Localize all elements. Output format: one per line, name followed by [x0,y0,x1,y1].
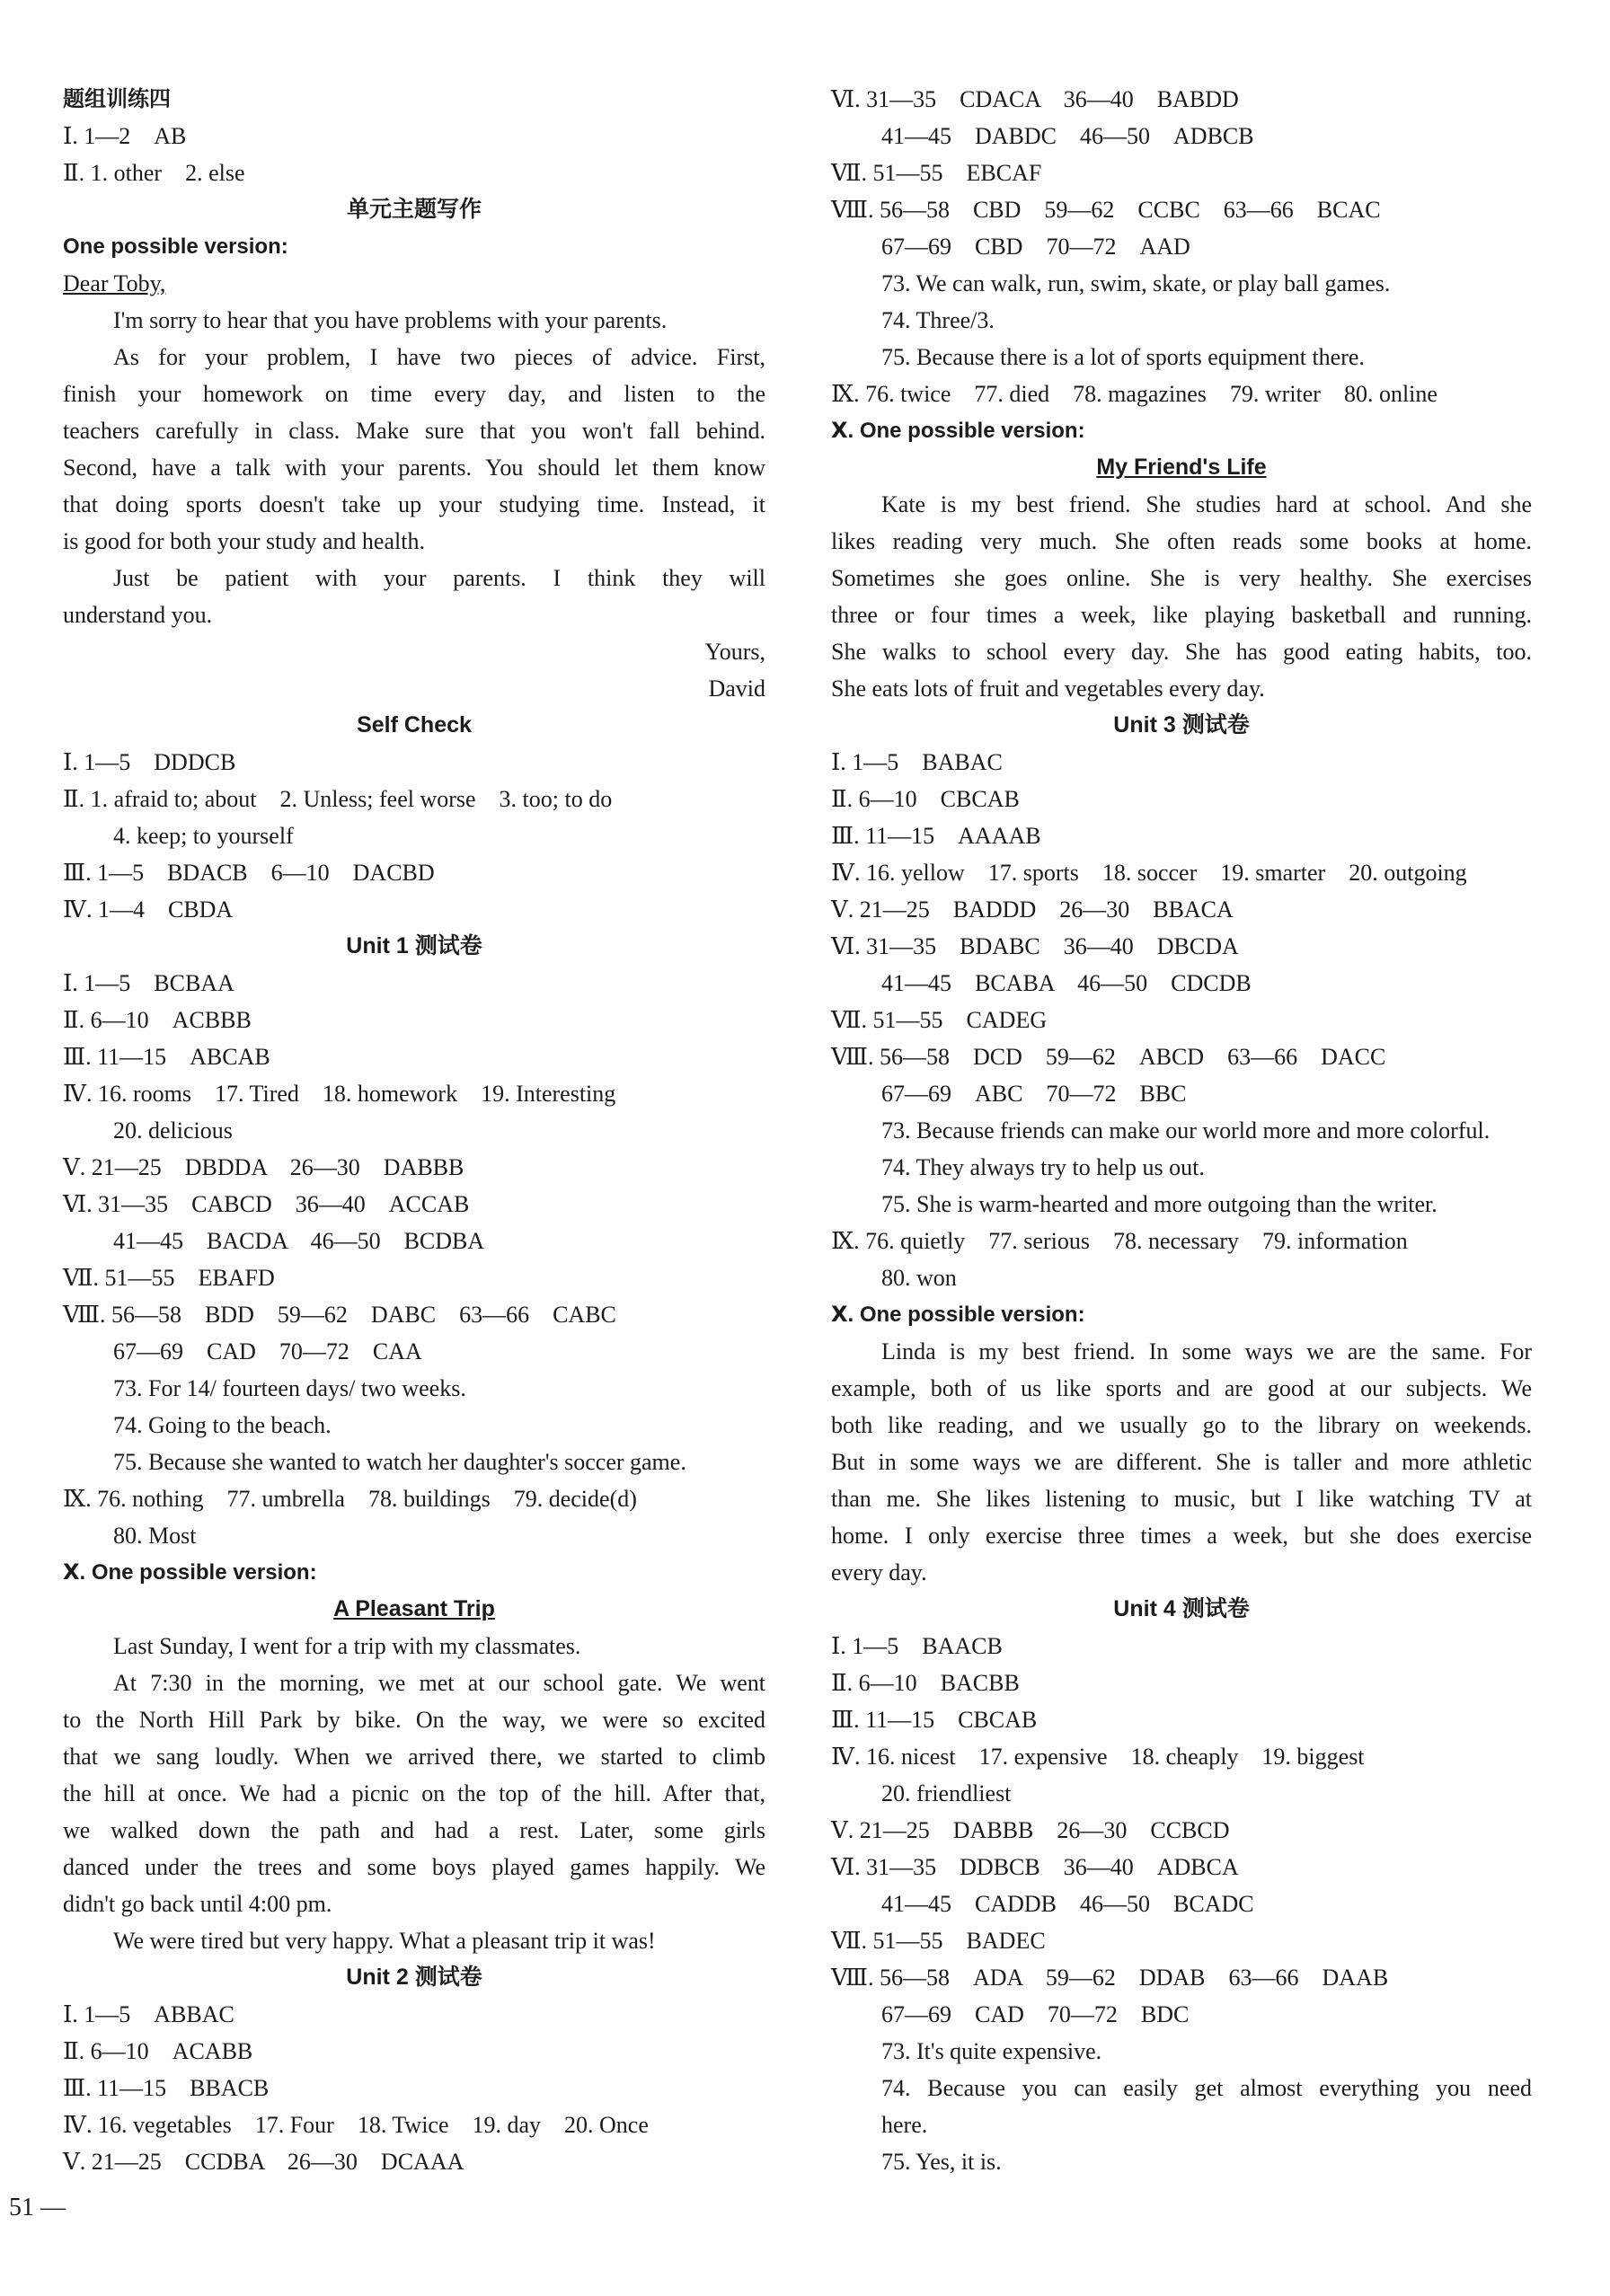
text-line: home. I only exercise three times a week, but she does exercise [831,1523,1532,1549]
text-line: 41—45 CADDB 46—50 BCADC [881,1891,1254,1917]
text-line: Ⅳ. 1—4 CBDA [63,896,234,923]
text-line: the hill at once. We had a picnic on the top of the hill. After that, [63,1780,765,1806]
text-line: didn't go back until 4:00 pm. [63,1891,332,1917]
text-line: Ⅸ. 76. quietly 77. serious 78. necessary 79. information [831,1228,1408,1254]
text-line: every day. [831,1559,927,1585]
text-line: Ⅱ. 6—10 BACBB [831,1670,1020,1696]
text-line: Ⅰ. 1—5 BCBAA [63,970,234,996]
text-line: Ⅱ. 6—10 ACABB [63,2038,253,2064]
text-line: Ⅲ. 11—15 AAAAB [831,823,1041,849]
text-line: Ⅱ. 6—10 ACBBB [63,1007,252,1033]
text-line: Ⅶ. 51—55 EBAFD [63,1265,275,1291]
text-line: Sometimes she goes online. She is very healthy. She exercises [831,565,1532,591]
text-line: 75. Yes, it is. [881,2149,1002,2175]
text-line: Ⅴ. 21—25 DABBB 26—30 CCBCD [831,1817,1230,1843]
left-column [63,81,765,2180]
text-line: Last Sunday, I went for a trip with my classmates. [113,1633,581,1659]
text-line: teachers carefully in class. Make sure that you won't fall behind. [63,418,765,444]
text-line: Self Check [357,712,472,737]
text-line: Ⅴ. 21—25 DBDDA 26—30 DABBB [63,1154,464,1180]
text-line: than me. She likes listening to music, but I like watching TV at [831,1486,1532,1512]
text-line: One possible version: [63,234,288,259]
text-line: 75. She is warm-hearted and more outgoing than the writer. [881,1191,1438,1217]
text-line: 67—69 CBD 70—72 AAD [881,234,1190,260]
text-line: Ⅰ. 1—5 BAACB [831,1633,1003,1659]
text-line: 41—45 BCABA 46—50 CDCDB [881,970,1252,996]
text-line: Ⅰ. 1—2 AB [63,123,187,149]
text-line: Ⅶ. 51—55 EBCAF [831,160,1042,186]
text-line: 67—69 CAD 70—72 CAA [113,1338,422,1364]
text-line: My Friend's Life [1096,455,1267,480]
text-line: Ⅳ. 16. yellow 17. sports 18. soccer 19. smarter 20. outgoing [831,860,1467,886]
text-line: Ⅷ. 56—58 ADA 59—62 DDAB 63—66 DAAB [831,1965,1389,1991]
text-line: Ⅲ. 1—5 BDACB 6—10 DACBD [63,860,435,886]
text-line: She eats lots of fruit and vegetables every day. [831,676,1265,702]
text-line: 73. It's quite expensive. [881,2038,1102,2064]
text-line: to the North Hill Park by bike. On the way, we were so excited [63,1707,765,1733]
text-line: Ⅶ. 51—55 CADEG [831,1007,1048,1033]
text-line: likes reading very much. She often reads some books at home. [831,528,1532,554]
text-line: example, both of us like sports and are good at our subjects. We [831,1375,1532,1401]
text-line: Ⅷ. 56—58 DCD 59—62 ABCD 63—66 DACC [831,1044,1386,1070]
text-line: Unit 3 测试卷 [1113,712,1250,737]
text-line: As for your problem, I have two pieces of advice. First, [113,344,765,370]
text-line: Ⅷ. 56—58 BDD 59—62 DABC 63—66 CABC [63,1302,616,1328]
text-line: Ⅵ. 31—35 CABCD 36—40 ACCAB [63,1191,470,1217]
text-line: Ⅳ. 16. vegetables 17. Four 18. Twice 19. day 20. Once [63,2112,649,2138]
text-line: Unit 2 测试卷 [346,1965,482,1990]
text-line: 73. Because friends can make our world more and more colorful. [881,1117,1491,1144]
text-line: 单元主题写作 [346,197,482,222]
text-line: is good for both your study and health. [63,528,425,554]
text-line: Ⅳ. 16. nicest 17. expensive 18. cheaply 19. biggest [831,1744,1365,1770]
text-line: Ⅰ. 1—5 BABAC [831,749,1003,775]
text-line: 75. Because she wanted to watch her daughter's soccer game. [113,1449,686,1475]
text-line: Ⅶ. 51—55 BADEC [831,1928,1046,1954]
text-line: Ⅵ. 31—35 CDACA 36—40 BABDD [831,86,1239,112]
right-column [831,81,1532,2180]
text-line: 75. Because there is a lot of sports equipment there. [881,344,1365,370]
text-line: finish your homework on time every day, and listen to the [63,381,765,407]
text-line: that we sang loudly. When we arrived there, we started to climb [63,1744,765,1770]
page-number: 51 — [9,2194,66,2221]
text-line: Ⅴ. 21—25 BADDD 26—30 BBACA [831,896,1234,923]
text-line: 67—69 ABC 70—72 BBC [881,1081,1187,1107]
text-line: we walked down the path and had a rest. Later, some girls [63,1817,765,1843]
text-line: 41—45 BACDA 46—50 BCDBA [113,1228,485,1254]
text-line: Ⅰ. 1—5 DDDCB [63,749,236,775]
text-line: Ⅱ. 1. afraid to; about 2. Unless; feel worse 3. too; to do [63,786,613,812]
text-line: 80. Most [113,1523,197,1549]
text-line: Ⅱ. 6—10 CBCAB [831,786,1020,812]
text-line: 4. keep; to yourself [113,823,294,849]
text-line: Ⅳ. 16. rooms 17. Tired 18. homework 19. Interesting [63,1081,616,1107]
text-line: both like reading, and we usually go to the library on weekends. [831,1412,1532,1438]
text-line: We were tired but very happy. What a pleasant trip it was! [113,1928,656,1954]
text-line: Ⅸ. 76. twice 77. died 78. magazines 79. writer 80. online [831,381,1438,407]
text-line: that doing sports doesn't take up your studying time. Instead, it [63,491,765,517]
text-line: Ⅲ. 11—15 ABCAB [63,1044,270,1070]
text-line: 41—45 DABDC 46—50 ADBCB [881,123,1254,149]
text-line: Ⅸ. 76. nothing 77. umbrella 78. buildings 79. decide(d) [63,1486,637,1512]
text-line: Ⅹ. One possible version: [63,1560,317,1585]
text-line: Second, have a talk with your parents. You should let them know [63,455,765,481]
text-line: Ⅴ. 21—25 CCDBA 26—30 DCAAA [63,2149,464,2175]
text-line: Ⅹ. One possible version: [831,1303,1085,1327]
text-line: 74. Going to the beach. [113,1412,332,1438]
text-line: 67—69 CAD 70—72 BDC [881,2001,1190,2027]
text-line: Ⅹ. One possible version: [831,419,1085,443]
text-line: Unit 4 测试卷 [1113,1596,1250,1621]
text-line: 题组训练四 [63,87,171,111]
text-line: here. [881,2112,928,2138]
text-line: Ⅲ. 11—15 BBACB [63,2075,270,2101]
text-line: Ⅲ. 11—15 CBCAB [831,1707,1038,1733]
text-line: 74. Three/3. [881,307,995,333]
text-line: Ⅱ. 1. other 2. else [63,160,245,186]
text-line: Ⅵ. 31—35 BDABC 36—40 DBCDA [831,933,1239,959]
text-line: I'm sorry to hear that you have problems with your parents. [113,307,668,333]
text-line: 74. They always try to help us out. [881,1154,1205,1180]
text-line: 73. We can walk, run, swim, skate, or play ball games. [881,270,1391,296]
text-line: understand you. [63,602,213,628]
text-line: At 7:30 in the morning, we met at our school gate. We went [113,1670,765,1696]
text-line: A Pleasant Trip [333,1596,495,1621]
text-line: Just be patient with your parents. I think they will [113,565,765,591]
text-line: 74. Because you can easily get almost everything you need [881,2075,1532,2101]
text-line: She walks to school every day. She has good eating habits, too. [831,639,1532,665]
text-line: 20. delicious [113,1117,233,1144]
text-line: Ⅵ. 31—35 DDBCB 36—40 ADBCA [831,1854,1239,1880]
text-line: danced under the trees and some boys played games happily. We [63,1854,765,1880]
text-line: 20. friendliest [881,1780,1012,1806]
text-line: Yours, [704,639,765,665]
text-line: Linda is my best friend. In some ways we are the same. For [881,1338,1532,1364]
text-line: But in some ways we are different. She is taller and more athletic [831,1449,1532,1475]
text-line: Unit 1 测试卷 [346,933,482,958]
text-line: Ⅷ. 56—58 CBD 59—62 CCBC 63—66 BCAC [831,197,1381,223]
text-line: 73. For 14/ fourteen days/ two weeks. [113,1375,466,1401]
text-line: David [708,676,765,702]
text-line: Ⅰ. 1—5 ABBAC [63,2001,234,2027]
text-line: three or four times a week, like playing basketball and running. [831,602,1532,628]
text-line: Kate is my best friend. She studies hard at school. And she [881,491,1532,517]
text-line: Dear Toby, [63,270,166,296]
text-line: 80. won [881,1265,957,1291]
